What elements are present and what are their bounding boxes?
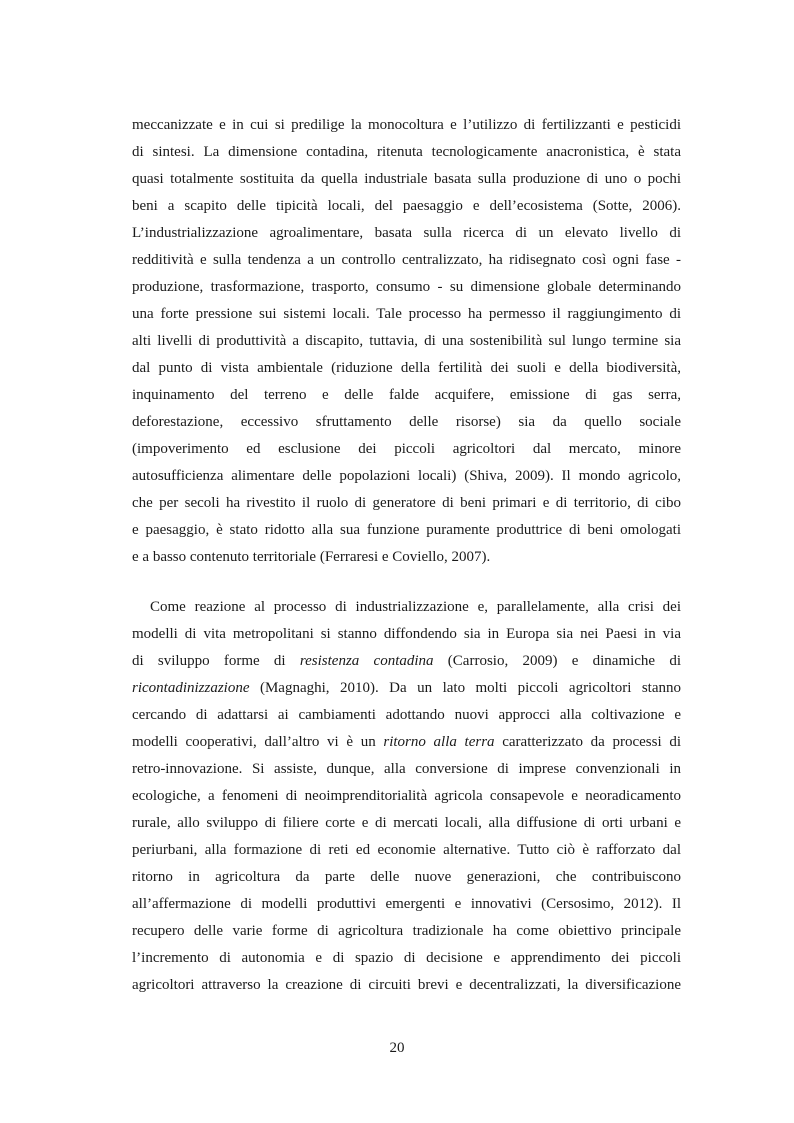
italic-term-ricontadinizzazione: ricontadinizzazione (132, 680, 250, 696)
paragraph-2-line (132, 648, 681, 674)
paragraph-2-line: recupero delle varie forme di agricoltura tradizionale ha come obiettivo principale (132, 923, 681, 939)
paragraph-1-line: redditività e sulla tendenza a un controllo centralizzato, ha ridisegnato così ogni fase - (132, 252, 681, 268)
italic-term-ritorno-alla-terra: ritorno alla terra (383, 734, 495, 750)
paragraph-2-line: agricoltori attraverso la creazione di circuiti brevi e decentralizzati, la diversificazione (132, 977, 681, 993)
text-run: modelli cooperativi, dall’altro vi è un (132, 734, 384, 750)
text-run: (Magnaghi, 2010). Da un lato molti piccoli agricoltori stanno (249, 680, 681, 696)
text-run: (Carrosio, 2009) e dinamiche di (433, 653, 682, 669)
paragraph-2-line: retro-innovazione. Si assiste, dunque, alla conversione di imprese convenzionali in (132, 761, 681, 777)
paragraph-2-line: modelli di vita metropolitani si stanno diffondendo sia in Europa sia nei Paesi in via (132, 626, 681, 642)
paragraph-2-line: all’affermazione di modelli produttivi emergenti e innovativi (Cersosimo, 2012). Il (132, 896, 681, 912)
text-run: di sviluppo forme di (132, 653, 300, 669)
paragraph-1-line: e paesaggio, è stato ridotto alla sua funzione puramente produttrice di beni omologati (132, 522, 681, 538)
paragraph-2-line: ecologiche, a fenomeni di neoimprenditorialità agricola consapevole e neoradicamento (132, 788, 681, 804)
paragraph-1-line: inquinamento del terreno e delle falde acquifere, emissione di gas serra, (132, 387, 681, 403)
text-run: caratterizzato da processi di (494, 734, 681, 750)
paragraph-2-line (132, 675, 681, 701)
paragraph-2-line: rurale, allo sviluppo di filiere corte e di mercati locali, alla diffusione di orti urbani e (132, 815, 681, 831)
page-number: 20 (389, 1040, 405, 1056)
paragraph-2-line: l’incremento di autonomia e di spazio di decisione e apprendimento dei piccoli (132, 950, 681, 966)
paragraph-1-line: deforestazione, eccessivo sfruttamento delle risorse) sia da quello sociale (132, 414, 681, 430)
paragraph-2-first-line: Come reazione al processo di industrializzazione e, parallelamente, alla crisi dei (150, 599, 681, 615)
paragraph-1-line: una forte pressione sui sistemi locali. Tale processo ha permesso il raggiungimento di (132, 306, 681, 322)
paragraph-1-line: di sintesi. La dimensione contadina, ritenuta tecnologicamente anacronistica, è stata (132, 144, 681, 160)
italic-term-resistenza-contadina: resistenza contadina (299, 653, 434, 669)
paragraph-1-last-line: e a basso contenuto territoriale (Ferraresi e Coviello, 2007). (132, 549, 491, 565)
paragraph-1-line: alti livelli di produttività a discapito, tuttavia, di una sostenibilità sul lungo termine sia (132, 333, 681, 349)
paragraph-1-line: che per secoli ha rivestito il ruolo di generatore di beni primari e di territorio, di cibo (132, 495, 681, 511)
paragraph-2-line: ritorno in agricoltura da parte delle nuove generazioni, che contribuiscono (132, 869, 681, 885)
paragraph-1-line: beni a scapito delle tipicità locali, del paesaggio e dell’ecosistema (Sotte, 2006). (132, 198, 681, 214)
paragraph-1-line: quasi totalmente sostituita da quella industriale basata sulla produzione di uno o pochi (132, 171, 681, 187)
paragraph-1-line: dal punto di vista ambientale (riduzione della fertilità dei suoli e della biodiversità, (132, 360, 681, 376)
paragraph-1-line: (impoverimento ed esclusione dei piccoli agricoltori dal mercato, minore (132, 441, 681, 457)
paragraph-1-line: autosufficienza alimentare delle popolazioni locali) (Shiva, 2009). Il mondo agricolo, (132, 468, 681, 484)
paragraph-1-line: meccanizzate e in cui si predilige la monocoltura e l’utilizzo di fertilizzanti e pesticidi (132, 117, 681, 133)
paragraph-2-line: periurbani, alla formazione di reti ed economie alternative. Tutto ciò è rafforzato dal (132, 842, 681, 858)
paragraph-1-line: produzione, trasformazione, trasporto, consumo - su dimensione globale determinando (132, 279, 681, 295)
paragraph-2-line: cercando di adattarsi ai cambiamenti adottando nuovi approcci alla coltivazione e (132, 707, 681, 723)
paragraph-2-line (132, 729, 681, 755)
paragraph-1-line: L’industrializzazione agroalimentare, basata sulla ricerca di un elevato livello di (132, 225, 681, 241)
